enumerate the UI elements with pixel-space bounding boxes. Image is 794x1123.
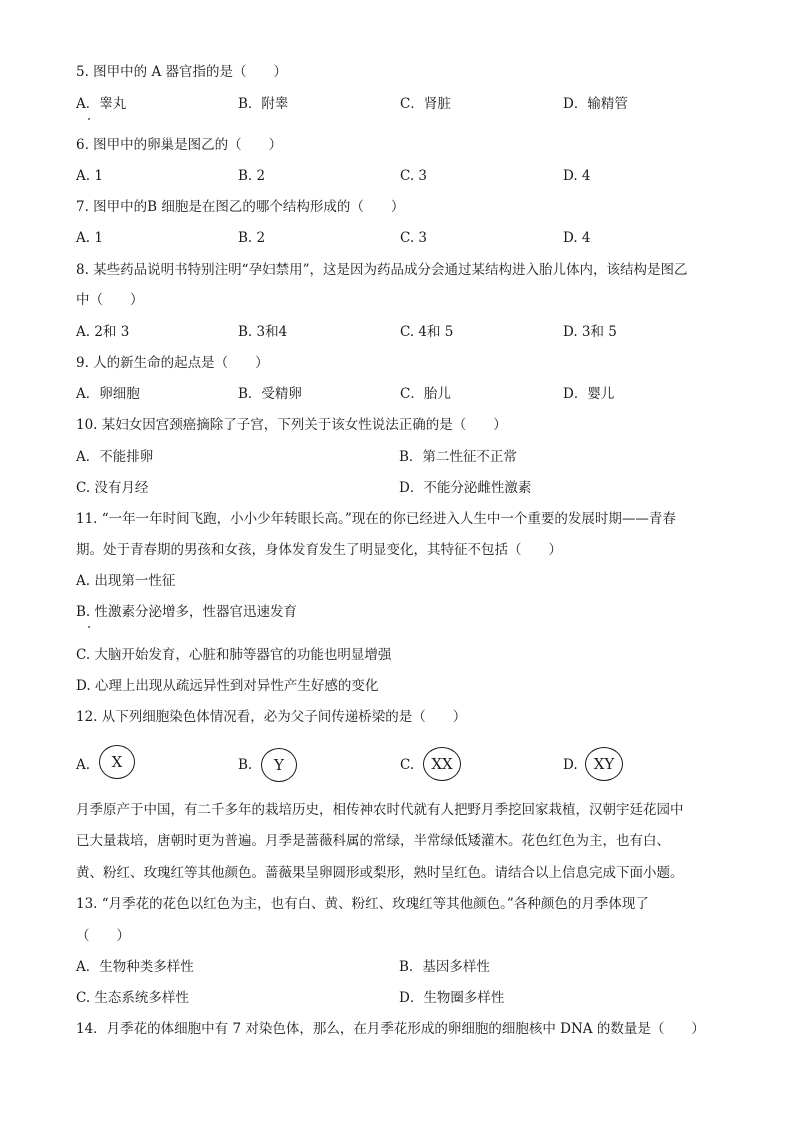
question-5-option-d: D．输精管 <box>563 96 628 112</box>
question-7-stem: 7. 图甲中的B 细胞是在图乙的哪个结构形成的（ ） <box>76 199 405 215</box>
chromosome-label-b: Y <box>274 756 284 774</box>
question-6-option-c: C. 3 <box>400 168 428 184</box>
stray-mark <box>88 118 90 120</box>
chromosome-circle-d <box>585 747 623 781</box>
question-6-option-b: B. 2 <box>238 168 266 184</box>
question-5-option-a: A．睾丸 <box>76 96 127 112</box>
question-10-option-b: B．第二性征不正常 <box>399 449 517 465</box>
question-10-stem: 10. 某妇女因宫颈癌摘除了子宫，下列关于该女性说法正确的是（ ） <box>76 417 507 433</box>
chromosome-circle-a <box>99 745 135 779</box>
question-12-option-a-letter: A. <box>76 757 91 773</box>
question-8-option-a: A. 2和 3 <box>76 324 130 340</box>
question-8-stem-line-1: 8. 某些药品说明书特别注明“孕妇禁用”，这是因为药品成分会通过某结构进入胎儿体内，该结构是图乙 <box>76 262 688 278</box>
question-11-option-c: C. 大脑开始发育，心脏和肺等器官的功能也明显增强 <box>76 647 392 663</box>
question-11-stem-line-2: 期。处于青春期的男孩和女孩，身体发育发生了明显变化，其特征不包括（ ） <box>76 542 562 558</box>
question-7-option-a: A. 1 <box>76 230 103 246</box>
question-8-option-c: C. 4和 5 <box>400 324 454 340</box>
passage-line-3: 黄、粉红、玫瑰红等其他颜色。蔷薇果呈卵圆形或梨形，熟时呈红色。请结合以上信息完成下面小题。 <box>76 865 684 881</box>
question-6-option-a: A. 1 <box>76 168 103 184</box>
question-13-option-d: D．生物圈多样性 <box>399 990 505 1006</box>
passage-line-1: 月季原产于中国，有二千多年的栽培历史，相传神农时代就有人把野月季挖回家栽植，汉朝宇廷花园中 <box>76 802 684 818</box>
question-5-option-b: B．附睾 <box>238 96 289 112</box>
question-8-option-b: B. 3和4 <box>238 324 288 340</box>
question-12-stem: 12. 从下列细胞染色体情况看，必为父子间传递桥梁的是（ ） <box>76 709 467 725</box>
question-13-stem-line-2: （ ） <box>76 928 130 944</box>
question-9-option-a: A．卵细胞 <box>76 386 140 402</box>
stray-mark <box>88 626 90 628</box>
question-13-option-a: A．生物种类多样性 <box>76 959 194 975</box>
chromosome-circle-c <box>423 747 461 781</box>
question-11-option-b: B. 性激素分泌增多，性器官迅速发育 <box>76 604 298 620</box>
question-13-stem-line-1: 13. “月季花的花色以红色为主，也有白、黄、粉红、玫瑰红等其他颜色。”各种颜色的月季体现了 <box>76 896 649 912</box>
question-7-option-d: D. 4 <box>563 230 591 246</box>
question-5-option-c: C．肾脏 <box>400 96 451 112</box>
question-11-option-a: A. 出现第一性征 <box>76 573 176 589</box>
question-11-option-d: D. 心理上出现从疏远异性到对异性产生好感的变化 <box>76 678 379 694</box>
chromosome-label-c: XX <box>431 755 453 773</box>
question-8-stem-line-2: 中（ ） <box>76 292 144 308</box>
question-8-option-d: D. 3和 5 <box>563 324 617 340</box>
question-10-option-a: A．不能排卵 <box>76 449 154 465</box>
question-14-stem: 14．月季花的体细胞中有 7 对染色体，那么，在月季花形成的卵细胞的细胞核中 DNA 的数量是（ ） <box>76 1021 705 1037</box>
passage-line-2: 已大量栽培，唐朝时更为普遍。月季是蔷薇科属的常绿，半常绿低矮灌木。花色红色为主，也有白、 <box>76 833 670 849</box>
question-9-option-d: D．婴儿 <box>563 386 615 402</box>
question-9-option-c: C．胎儿 <box>400 386 451 402</box>
question-11-stem-line-1: 11. “一年一年时间飞跑，小小少年转眼长高。”现在的你已经进入人生中一个重要的发展时期——青春 <box>76 511 676 527</box>
question-6-stem: 6. 图甲中的卵巢是图乙的（ ） <box>76 137 283 153</box>
question-9-stem: 9. 人的新生命的起点是（ ） <box>76 355 269 371</box>
question-10-option-d: D．不能分泌雌性激素 <box>399 480 532 496</box>
question-10-option-c: C. 没有月经 <box>76 480 149 496</box>
question-9-option-b: B．受精卵 <box>238 386 302 402</box>
question-7-option-b: B. 2 <box>238 230 266 246</box>
question-5-stem: 5. 图甲中的 A 器官指的是（ ） <box>76 64 288 80</box>
chromosome-label-d: XY <box>593 755 615 773</box>
question-12-option-d-letter: D. <box>563 757 578 773</box>
chromosome-label-a: X <box>111 753 123 771</box>
question-6-option-d: D. 4 <box>563 168 591 184</box>
question-13-option-c: C. 生态系统多样性 <box>76 990 189 1006</box>
question-12-option-c-letter: C. <box>400 757 415 773</box>
chromosome-circle-b <box>261 748 297 782</box>
question-7-option-c: C. 3 <box>400 230 428 246</box>
question-13-option-b: B．基因多样性 <box>399 959 490 975</box>
question-12-option-b-letter: B. <box>238 757 253 773</box>
